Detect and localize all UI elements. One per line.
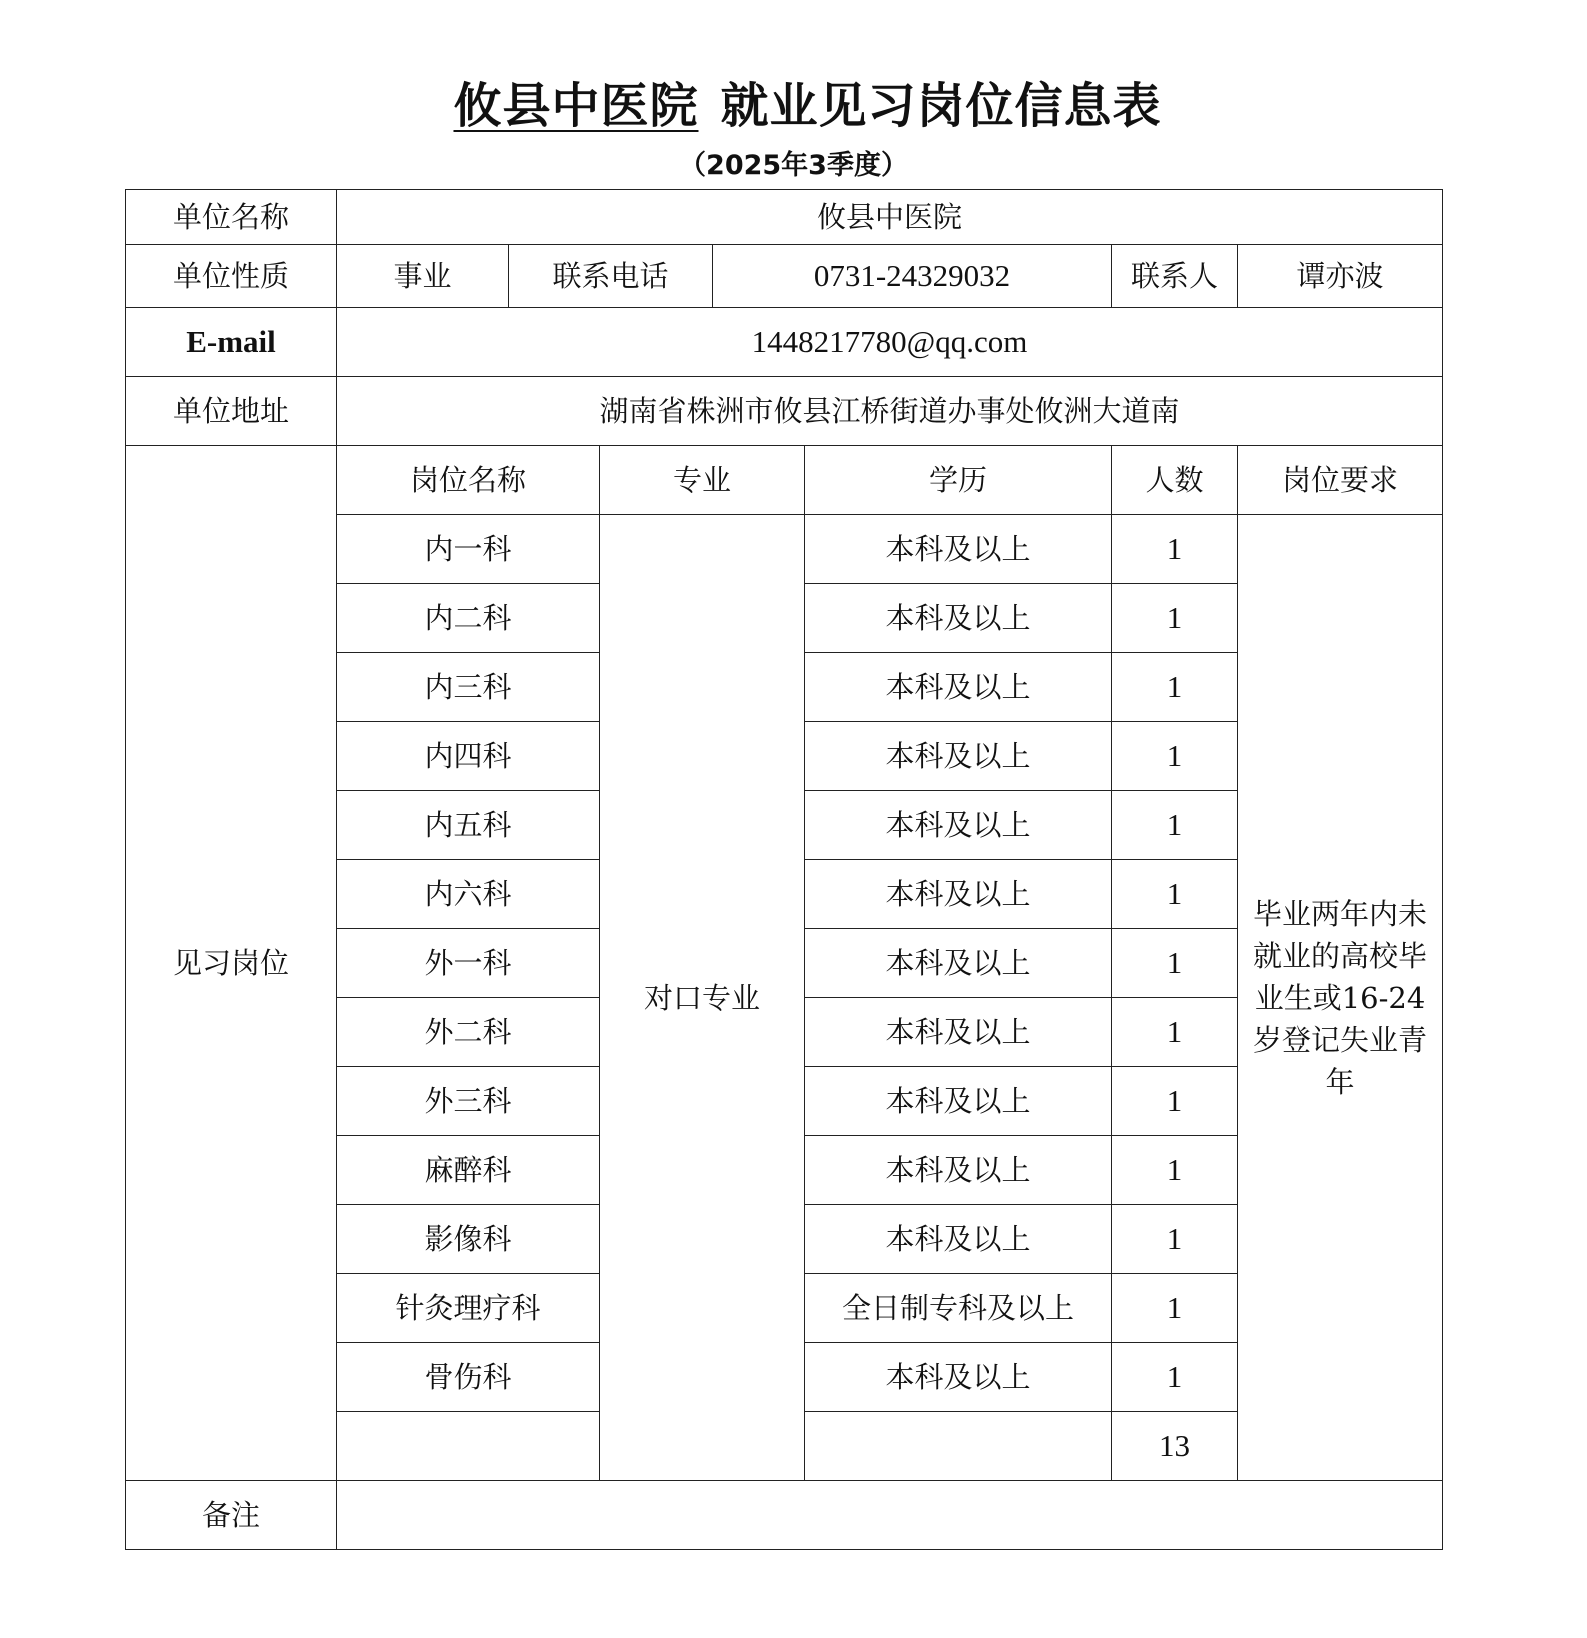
title-text: 就业见习岗位信息表 — [720, 78, 1162, 134]
address-label: 单位地址 — [126, 377, 337, 446]
title-unit-name: 攸县中医院 — [453, 78, 699, 134]
remarks-value — [337, 1481, 1443, 1550]
education-cell: 本科及以上 — [805, 1136, 1112, 1205]
remarks-label: 备注 — [126, 1481, 337, 1550]
count-cell: 1 — [1112, 929, 1238, 998]
post-name-cell: 外二科 — [337, 998, 600, 1067]
unit-name-row — [126, 190, 1443, 245]
education-cell: 本科及以上 — [805, 1205, 1112, 1274]
column-header-post: 岗位名称 — [337, 446, 600, 515]
count-cell: 1 — [1112, 1343, 1238, 1412]
count-cell: 1 — [1112, 998, 1238, 1067]
requirement-cell: 毕业两年内未就业的高校毕业生或16-24岁登记失业青年 — [1238, 515, 1443, 1481]
count-cell: 1 — [1112, 1136, 1238, 1205]
contact-value: 谭亦波 — [1238, 245, 1443, 308]
post-name-cell: 内四科 — [337, 722, 600, 791]
major-cell: 对口专业 — [600, 515, 805, 1481]
address-row — [126, 377, 1443, 446]
post-name-cell: 外三科 — [337, 1067, 600, 1136]
education-cell: 本科及以上 — [805, 998, 1112, 1067]
phone-value: 0731-24329032 — [713, 245, 1112, 308]
email-value: 1448217780@qq.com — [337, 308, 1443, 377]
column-header-education: 学历 — [805, 446, 1112, 515]
education-cell: 本科及以上 — [805, 584, 1112, 653]
phone-label: 联系电话 — [509, 245, 713, 308]
post-name-cell: 麻醉科 — [337, 1136, 600, 1205]
education-cell: 全日制专科及以上 — [805, 1274, 1112, 1343]
post-name-cell: 骨伤科 — [337, 1343, 600, 1412]
contact-label: 联系人 — [1112, 245, 1238, 308]
info-table — [125, 189, 1443, 1550]
education-cell: 本科及以上 — [805, 1343, 1112, 1412]
count-cell: 1 — [1112, 584, 1238, 653]
education-cell: 本科及以上 — [805, 722, 1112, 791]
period-subtitle: （2025年3季度） — [679, 150, 908, 181]
column-header-requirement: 岗位要求 — [1238, 446, 1443, 515]
column-header-count: 人数 — [1112, 446, 1238, 515]
unit-name-label: 单位名称 — [126, 190, 337, 245]
education-cell: 本科及以上 — [805, 515, 1112, 584]
remarks-row — [126, 1481, 1443, 1550]
count-cell: 1 — [1112, 722, 1238, 791]
count-cell: 1 — [1112, 1205, 1238, 1274]
post-name-cell: 内一科 — [337, 515, 600, 584]
email-label: E-mail — [126, 308, 337, 377]
count-cell: 1 — [1112, 791, 1238, 860]
count-cell: 1 — [1112, 860, 1238, 929]
post-name-cell: 内六科 — [337, 860, 600, 929]
post-name-cell: 影像科 — [337, 1205, 600, 1274]
positions-label: 见习岗位 — [126, 446, 337, 1481]
post-name-cell: 内三科 — [337, 653, 600, 722]
total-blank-post — [337, 1412, 600, 1481]
total-blank-education — [805, 1412, 1112, 1481]
education-cell: 本科及以上 — [805, 929, 1112, 998]
education-cell: 本科及以上 — [805, 860, 1112, 929]
post-name-cell: 针灸理疗科 — [337, 1274, 600, 1343]
unit-name-value: 攸县中医院 — [337, 190, 1443, 245]
post-name-cell: 内二科 — [337, 584, 600, 653]
post-name-cell: 外一科 — [337, 929, 600, 998]
post-name-cell: 内五科 — [337, 791, 600, 860]
column-header-major: 专业 — [600, 446, 805, 515]
education-cell: 本科及以上 — [805, 1067, 1112, 1136]
address-value: 湖南省株洲市攸县江桥街道办事处攸洲大道南 — [337, 377, 1443, 446]
total-count: 13 — [1112, 1412, 1238, 1481]
unit-nature-value: 事业 — [337, 245, 509, 308]
education-cell: 本科及以上 — [805, 653, 1112, 722]
positions-header-row — [126, 446, 1443, 515]
email-row — [126, 308, 1443, 377]
document-title — [0, 76, 1587, 136]
unit-nature-label: 单位性质 — [126, 245, 337, 308]
count-cell: 1 — [1112, 653, 1238, 722]
unit-nature-row — [126, 245, 1443, 308]
count-cell: 1 — [1112, 515, 1238, 584]
count-cell: 1 — [1112, 1274, 1238, 1343]
count-cell: 1 — [1112, 1067, 1238, 1136]
education-cell: 本科及以上 — [805, 791, 1112, 860]
